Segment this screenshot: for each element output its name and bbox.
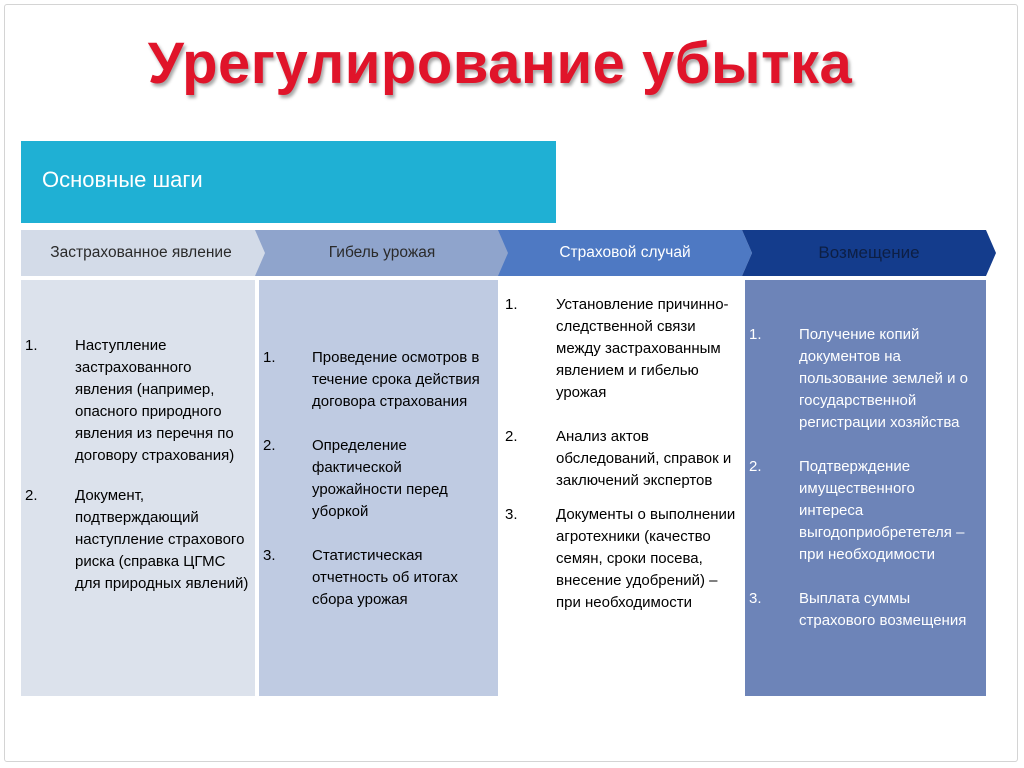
chevron-label-2: Гибель урожая [328,244,436,261]
item-number: 1. [505,296,518,313]
list-item [263,347,493,413]
column-1-list [25,335,249,617]
item-text: Проведение осмотров в течение срока действия договора страхования [312,349,480,410]
item-text: Выплата суммы страхового возмещения [799,590,967,629]
item-text: Подтверждение имущественного интереса выгодоприобрететеля – при необходимости [799,458,965,563]
list-item [749,324,983,434]
item-number: 3. [263,547,276,564]
item-number: 1. [25,337,38,354]
item-text: Наступление застрахованного явления (например, опасного природного явления из перечня по договору страхования) [75,337,235,464]
list-item [263,545,493,611]
chevron-step-4 [742,230,996,276]
list-item [25,485,249,595]
item-text: Документы о выполнении агротехники (качество семян, сроки посева, внесение удобрений) – при необходимости [556,506,736,611]
list-item [263,435,493,523]
chevron-step-3 [498,230,752,276]
item-text: Определение фактической урожайности перед уборкой [312,437,448,520]
list-item [25,335,249,467]
chevron-step-1 [21,230,267,276]
chevron-label-3: Страховой случай [559,244,691,261]
steps-banner [21,141,556,223]
item-text: Статистическая отчетность об итогах сбора урожая [312,547,458,608]
slide-title: Урегулирование убытка [147,31,853,96]
item-number: 1. [749,326,762,343]
column-2 [259,280,498,696]
item-number: 2. [25,487,38,504]
list-item [505,504,739,614]
item-text: Установление причинно-следственной связи между застрахованным явлением и гибелью урожая [556,296,729,401]
chevron-label-1: Застрахованное явление [50,244,232,261]
item-number: 2. [505,428,518,445]
list-item [749,588,983,632]
chevron-step-2 [255,230,509,276]
steps-label: Основные шаги [42,167,203,192]
column-2-list [263,347,493,633]
column-3 [502,280,742,696]
column-4 [745,280,986,696]
list-item [505,426,739,492]
item-number: 3. [505,506,518,523]
column-4-list [749,324,983,654]
item-number: 1. [263,349,276,366]
list-item [749,456,983,566]
item-text: Анализ актов обследований, справок и заключений экспертов [556,428,732,489]
item-number: 2. [749,458,762,475]
column-3-list [505,294,739,636]
item-number: 3. [749,590,762,607]
list-item [505,294,739,404]
item-text: Документ, подтверждающий наступление страхового риска (справка ЦГМС для природных явлений) [75,487,249,592]
item-number: 2. [263,437,276,454]
item-text: Получение копий документов на пользование землей и о государственной регистрации хозяйства [799,326,968,431]
chevron-label-4: Возмещение [818,243,920,262]
column-1 [21,280,255,696]
